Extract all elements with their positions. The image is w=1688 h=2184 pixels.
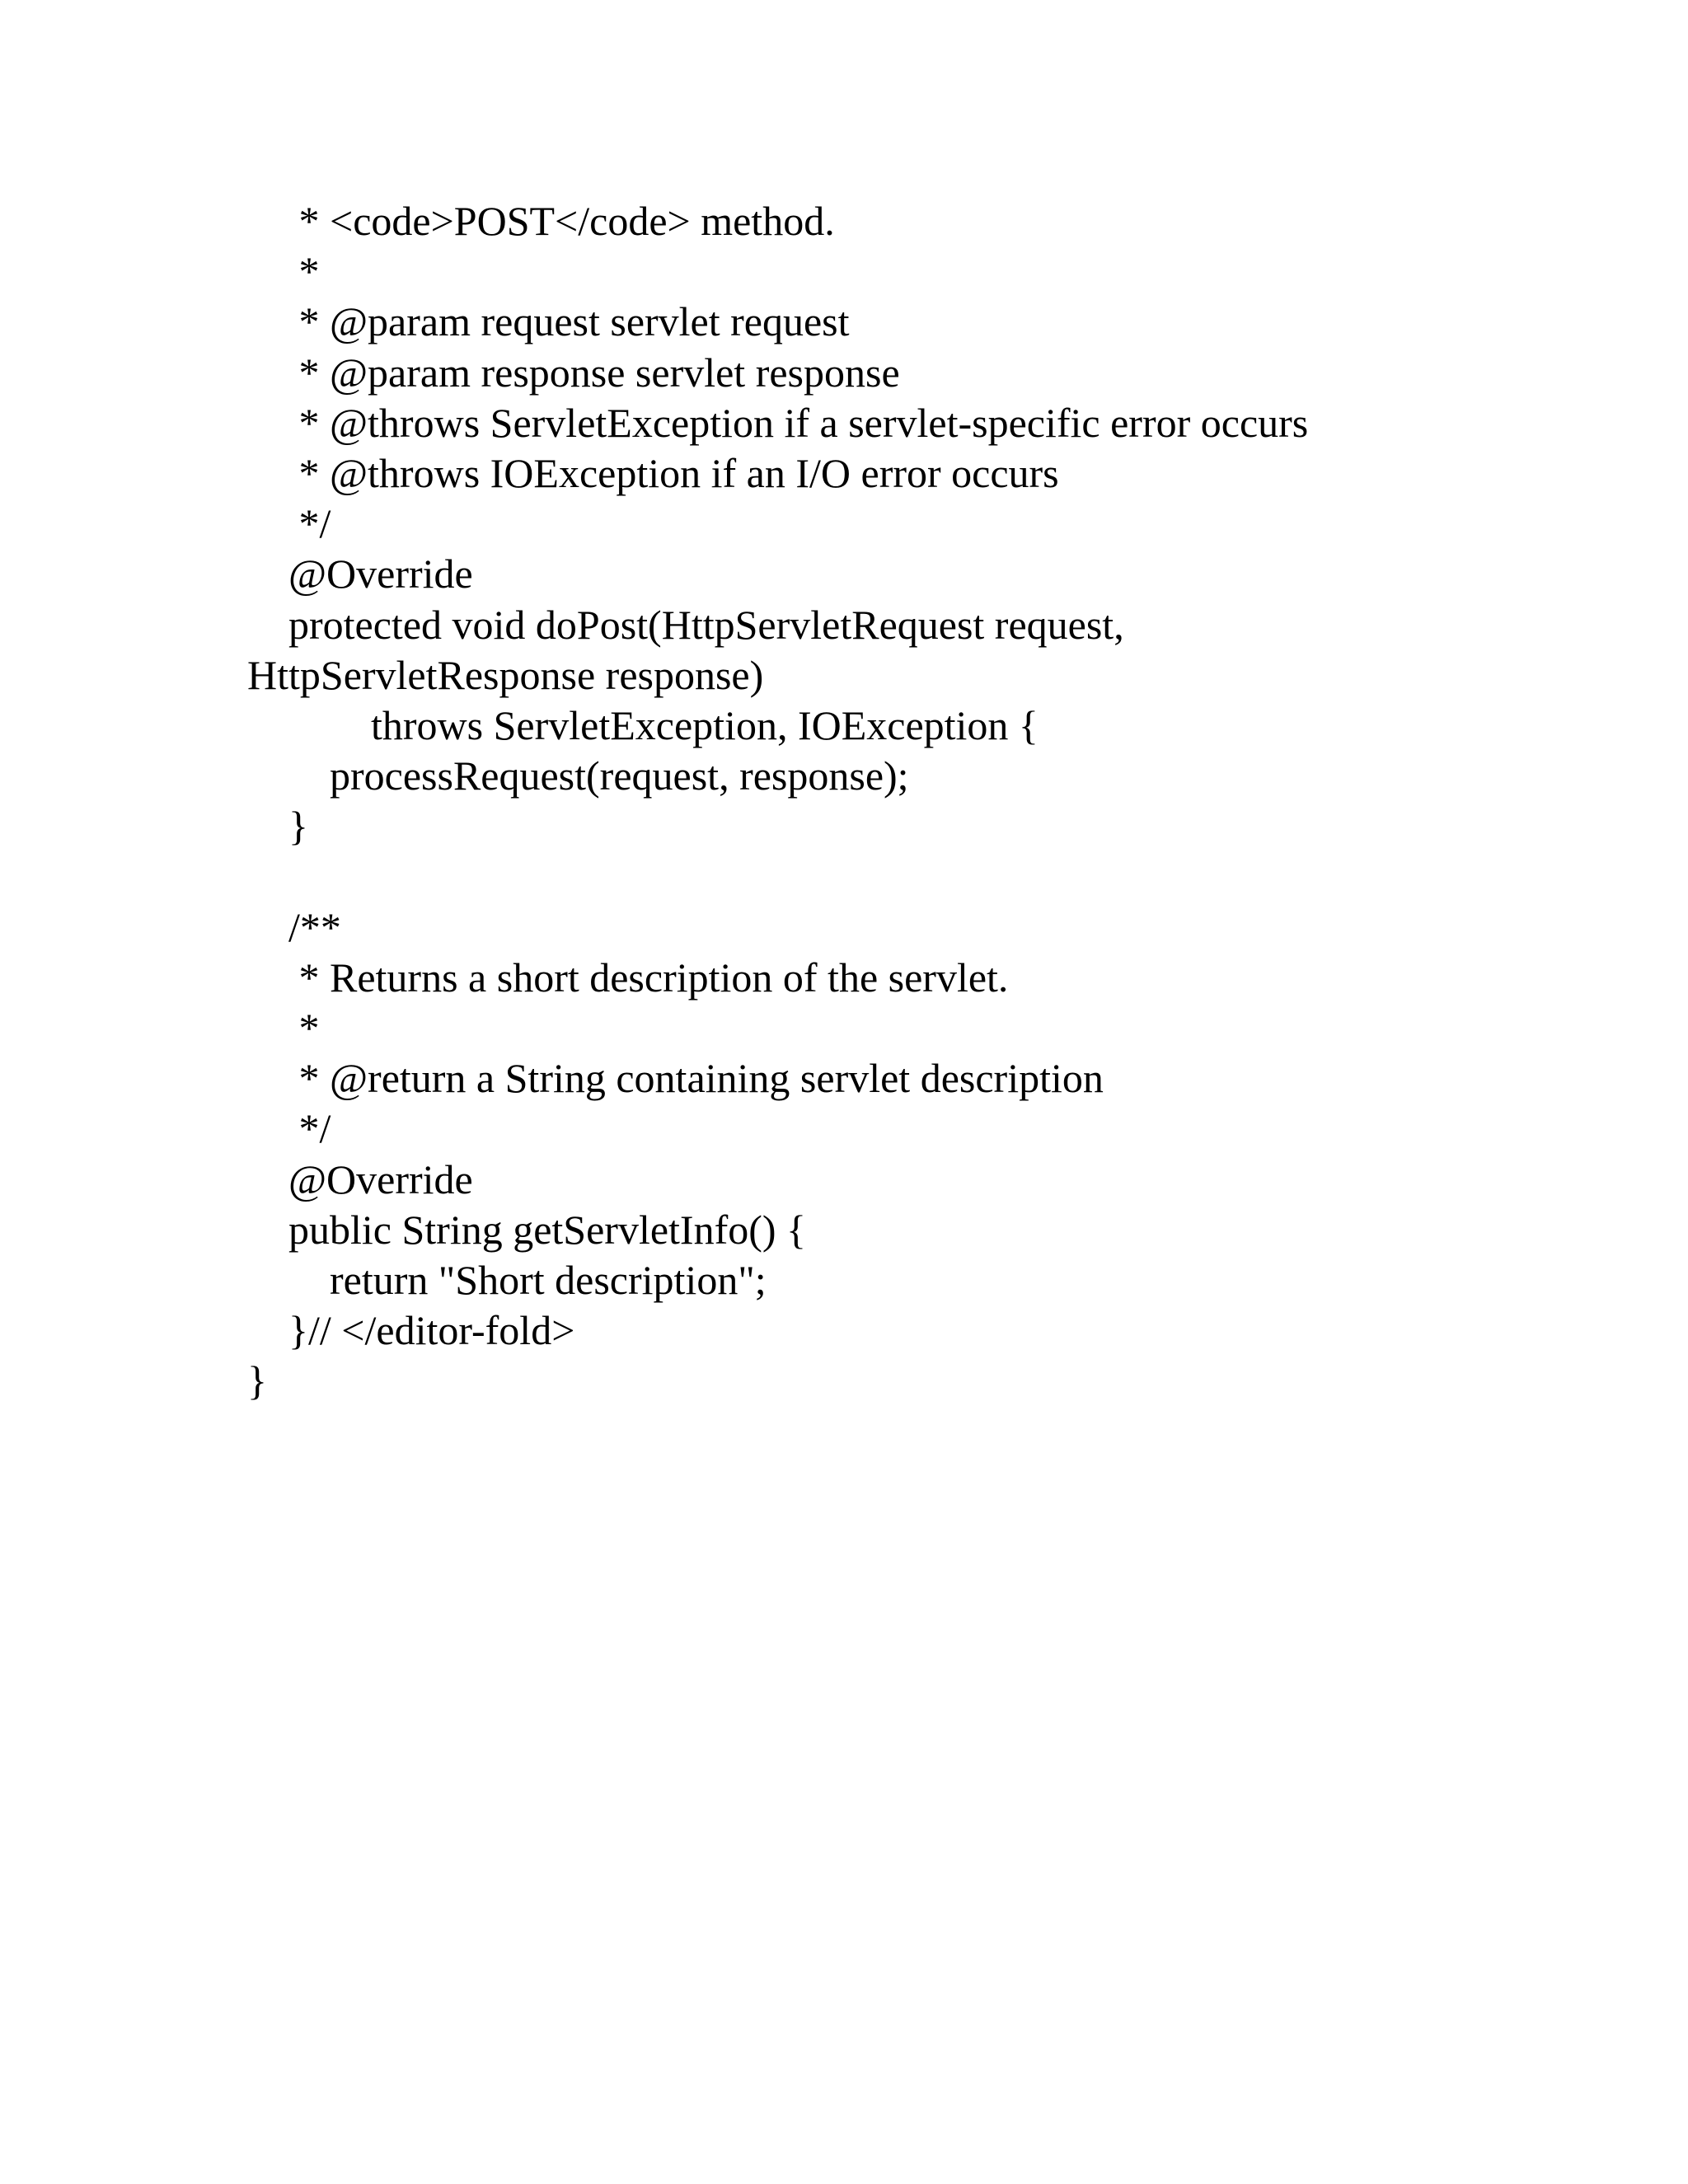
blank-line [247, 851, 1308, 902]
code-line: } [247, 803, 308, 850]
code-line: HttpServletResponse response) [247, 651, 764, 698]
code-line: * @param response servlet response [247, 349, 900, 396]
code-listing [247, 196, 1308, 1407]
code-line: * Returns a short description of the servlet. [247, 954, 1009, 1001]
code-line: @Override [247, 1155, 473, 1202]
code-line: */ [247, 500, 331, 547]
code-line: @Override [247, 551, 473, 598]
code-line: return "Short description"; [247, 1256, 767, 1303]
code-line: * [247, 1005, 320, 1051]
code-line: public String getServletInfo() { [247, 1206, 807, 1253]
code-line: * @throws IOException if an I/O error occurs [247, 449, 1059, 496]
code-line: * [247, 248, 320, 295]
code-line: } [247, 1357, 267, 1404]
code-line: * @throws ServletException if a servlet-specific error occurs [247, 399, 1309, 446]
code-line: throws ServletException, IOException { [247, 701, 1039, 748]
code-line: processRequest(request, response); [247, 752, 909, 799]
code-line: }// </editor-fold> [247, 1307, 575, 1354]
code-line: /** [247, 903, 341, 950]
code-line: protected void doPost(HttpServletRequest request, [247, 601, 1124, 648]
code-line: * @param request servlet request [247, 298, 850, 345]
code-line: * @return a String containing servlet description [247, 1055, 1104, 1102]
code-line: */ [247, 1105, 331, 1152]
code-line: * <code>POST</code> method. [247, 198, 835, 244]
